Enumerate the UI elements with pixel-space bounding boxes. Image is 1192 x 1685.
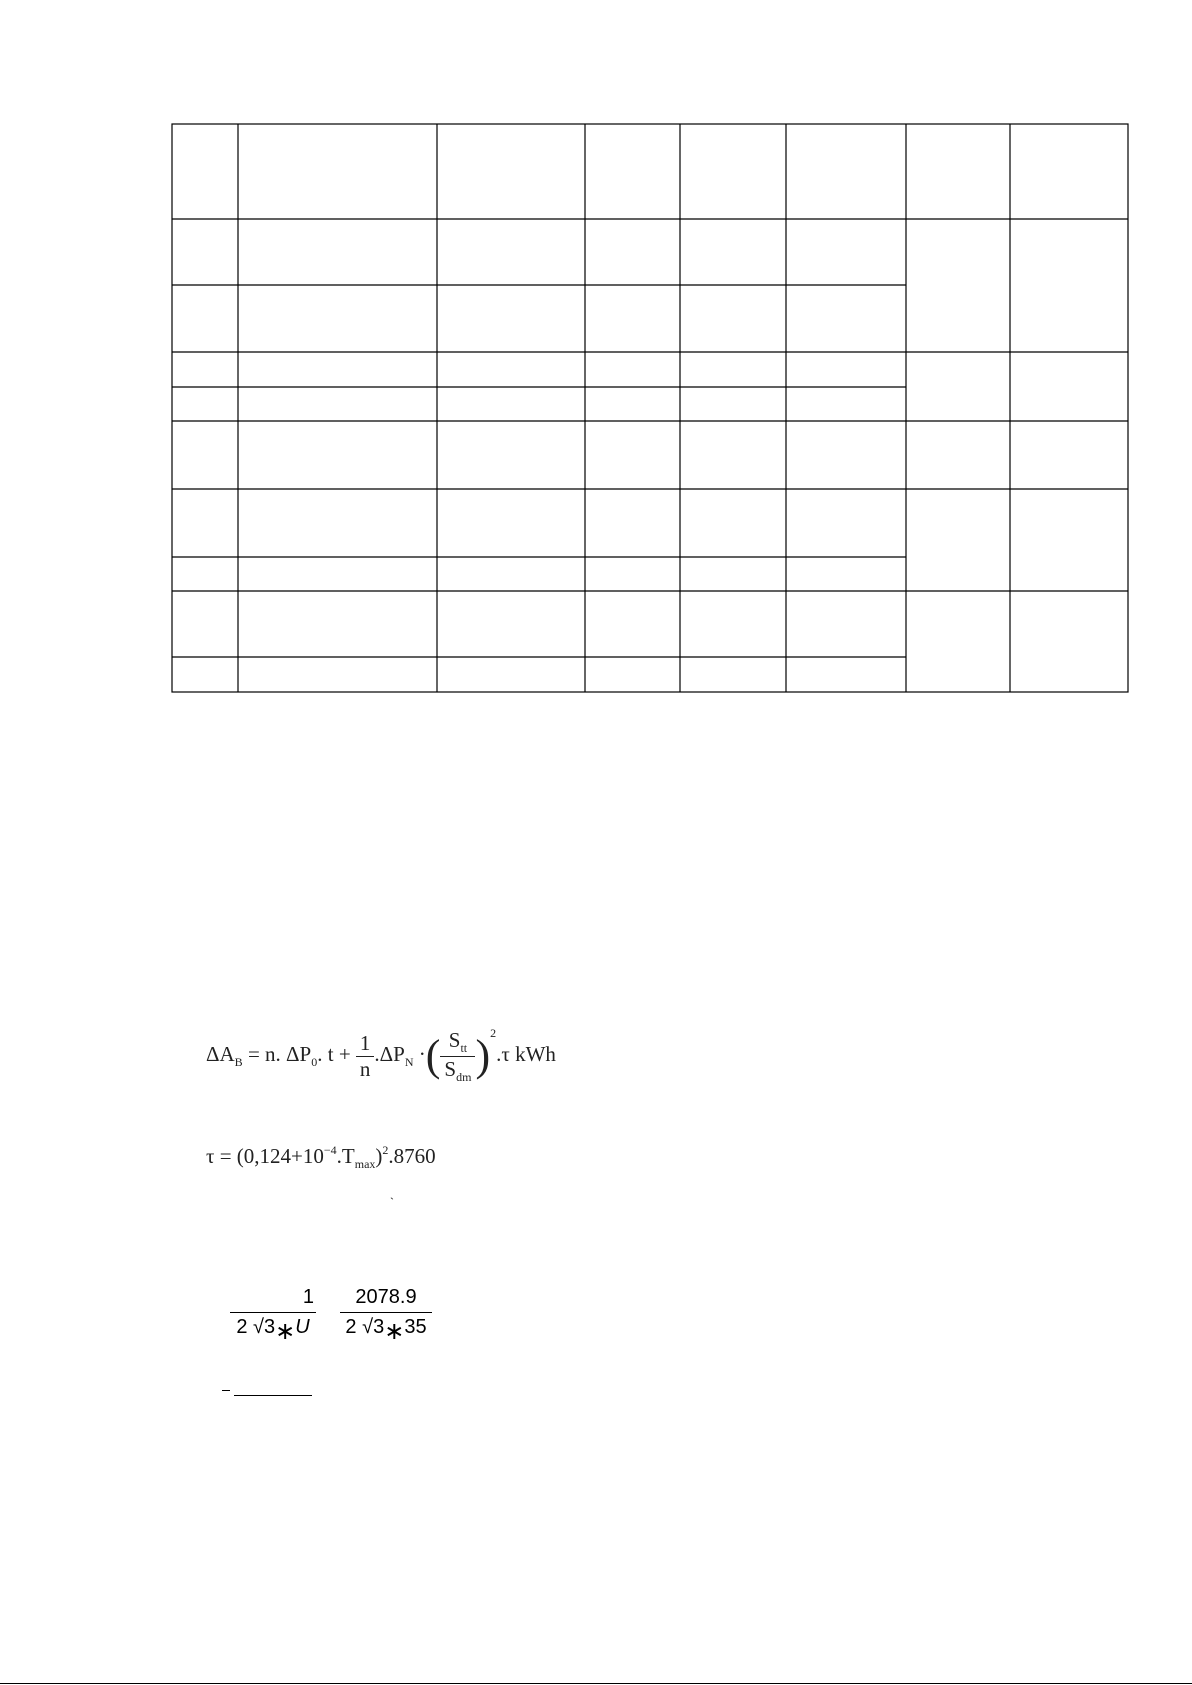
fraction-bar-fragment-long [234,1395,312,1396]
calc1-denominator [230,1313,316,1346]
table-border [172,124,1128,692]
formula-dp0: ΔP [286,1042,312,1066]
calc2-den-sqrt: √ [362,1316,374,1338]
formula-lhs: ΔA [206,1042,235,1066]
formula-s-ratio [440,1028,475,1085]
tau-close: ) [375,1144,383,1168]
formula-lhs-sub: B [234,1055,243,1069]
formula-frac-den: n [356,1056,375,1082]
formula-dot: . [275,1042,281,1066]
formula-eq: = [247,1042,260,1066]
formula-plus: + [338,1042,351,1066]
formula-tau: τ [501,1042,510,1066]
formula-one-over-n [356,1031,375,1082]
tau-ten: 10 [302,1144,324,1168]
formula-paren-close: ) [475,1031,491,1081]
tau-open: (0,124 [236,1144,292,1168]
formula-dpn-sub: N [404,1055,414,1069]
formula-t: t [327,1042,334,1066]
calc-fraction-2 [340,1286,432,1346]
calc1-numerator: 1 [230,1286,316,1313]
formula-paren-open: ( [425,1031,441,1081]
formula-s-den-sub: dm [456,1069,472,1084]
tau-t-sub: max [354,1157,376,1171]
formula-s-num: S [448,1027,461,1052]
tau-t: T [341,1144,355,1168]
calc2-numerator: 2078.9 [340,1286,432,1313]
tau-tail: .8760 [388,1144,436,1168]
calc2-den-star: ∗ [384,1318,405,1345]
calc2-den-c: 35 [404,1316,427,1338]
formula-s-den: S [444,1056,457,1081]
calc1-den-sqrt: √ [253,1316,264,1338]
calc2-denominator [340,1313,432,1346]
calc1-den-b: 3 [263,1316,276,1338]
calc2-den-b: 3 [373,1316,385,1338]
formula-dp0-sub: 0 [311,1055,318,1069]
formula-n: n [265,1042,276,1066]
formula-pow: 2 [490,1026,497,1040]
calc1-den-star: ∗ [275,1318,296,1345]
formula-dpn: ΔP [379,1042,405,1066]
calc1-den-c: U [295,1316,310,1338]
tau-pow: 2 [382,1143,389,1157]
fraction-bar-fragment-small [222,1390,230,1391]
calc2-den-a: 2 [345,1316,357,1338]
page-footer-rule [0,1683,1192,1684]
tau-plus: + [291,1144,303,1168]
formula-unit: kWh [515,1042,556,1066]
energy-loss-formula: $\Delta A_B = n$. $\Delta P_0$. t + $\frac{1}{n}$ $.\Delta P_N$ ·( $\frac{S_{tt}}{S_{dm}}$ )$^2$.τ kWh [206,1026,556,1084]
calc-fraction-1 [230,1286,316,1346]
tau-symbol: τ [206,1144,215,1168]
tau-exp: −4 [323,1143,337,1157]
tau-eq: = [219,1144,232,1168]
stray-mark: ˏ [390,1186,394,1200]
calc1-den-a: 2 [236,1316,248,1338]
formula-frac-num: 1 [359,1030,371,1055]
tau-formula: $\tau = (0,124+10^{-4}.T_{max})^2.8760$ [206,1143,436,1171]
formula-s-num-sub: tt [460,1040,468,1055]
